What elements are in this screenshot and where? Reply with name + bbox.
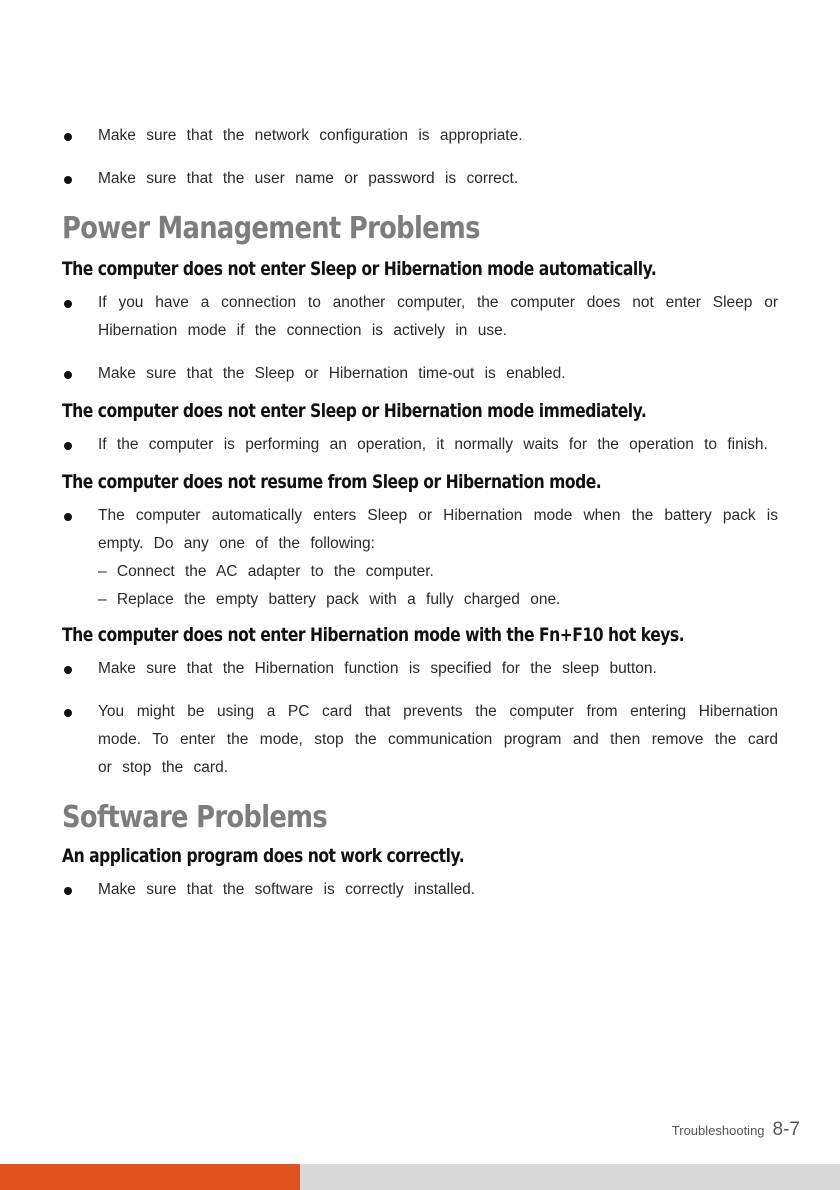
bullet-dot-icon <box>64 442 72 450</box>
section-title-power-management: Power Management Problems <box>62 211 480 246</box>
bullet-dot-icon <box>64 666 72 674</box>
problem-heading-resume: The computer does not resume from Sleep or Hibernation mode. <box>62 471 602 493</box>
bullet-list <box>62 655 778 782</box>
problem-heading-sleep-automatic: The computer does not enter Sleep or Hibernation mode automatically. <box>62 258 657 280</box>
problem-heading-application: An application program does not work correctly. <box>62 845 465 867</box>
list-item: Make sure that the network configuration is appropriate. <box>62 122 778 150</box>
footer-chapter: Troubleshooting <box>671 1123 765 1138</box>
problem-heading-fn-hotkeys: The computer does not enter Hibernation mode with the Fn+F10 hot keys. <box>62 624 685 646</box>
sub-step: – Connect the AC adapter to the computer. <box>98 563 434 580</box>
list-item: The computer automatically enters Sleep or Hibernation mode when the battery pack is empty. Do any one of the following: <box>62 502 778 558</box>
bullet-list <box>62 431 778 459</box>
list-item: If the computer is performing an operation, it normally waits for the operation to finish. <box>62 431 778 459</box>
page-number: 8-7 <box>772 1119 800 1140</box>
list-item: Make sure that the user name or password is correct. <box>62 165 778 193</box>
bullet-list <box>62 289 778 388</box>
bullet-dot-icon <box>64 371 72 379</box>
bullet-dot-icon <box>64 176 72 184</box>
list-item: Make sure that the Sleep or Hibernation time-out is enabled. <box>62 360 778 388</box>
problem-heading-sleep-immediate: The computer does not enter Sleep or Hibernation mode immediately. <box>62 400 647 422</box>
bullet-list <box>62 502 778 558</box>
bullet-list <box>62 876 778 904</box>
list-item: Make sure that the software is correctly installed. <box>62 876 778 904</box>
list-item: You might be using a PC card that prevents the computer from entering Hibernation mode. To enter the mode, stop the communication program and then remove the card or stop the card. <box>62 698 778 782</box>
bullet-dot-icon <box>64 300 72 308</box>
bullet-dot-icon <box>64 133 72 141</box>
bullet-dot-icon <box>64 887 72 895</box>
footer-accent-bar <box>0 1164 300 1190</box>
list-item: If you have a connection to another computer, the computer does not enter Sleep or Hibernation mode if the connection is actively in use. <box>62 289 778 345</box>
page-footer <box>672 1119 800 1141</box>
bullet-dot-icon <box>64 709 72 717</box>
top-bullet-list <box>62 122 778 193</box>
bullet-dot-icon <box>64 513 72 521</box>
page-content <box>62 122 778 904</box>
section-title-software: Software Problems <box>62 800 328 835</box>
footer-grey-bar <box>300 1164 840 1190</box>
sub-step: – Replace the empty battery pack with a fully charged one. <box>98 591 561 608</box>
list-item: Make sure that the Hibernation function is specified for the sleep button. <box>62 655 778 683</box>
